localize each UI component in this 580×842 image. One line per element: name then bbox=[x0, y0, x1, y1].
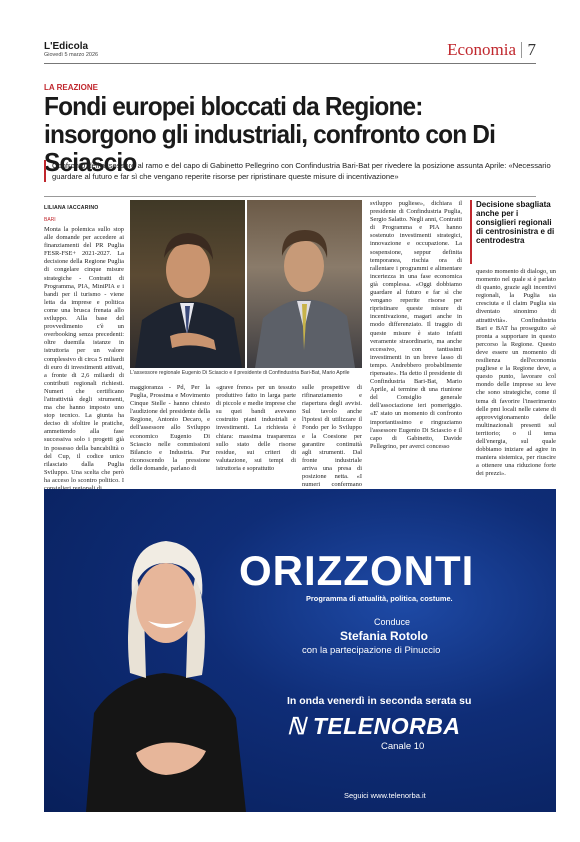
orizzonti-tagline: Programma di attualità, politica, costume. bbox=[306, 594, 453, 603]
channel-number: Canale 10 bbox=[381, 741, 425, 752]
article-column-5: sviluppo pugliese», dichiara il presidente di Confindustria Puglia, Sergio Salatto. Negli anni, Contratti di Programma e PIA hanno sostenuto investimenti strategici, innovazione e occupazione. La sospensione, seppur definita temporanea, rischia ora di rallentare i programmi e alimentare incertezza in una fase economica già complessa. «Oggi dobbiamo guardare al futuro e far sì che vengano reperite risorse per ripristinare queste misure di incentivazione, magari anche in modo differenziato. Il traggio di queste misure è stato infatti veramente straordinario, ma anche eccessivo, con tantissimi investimenti in un breve lasso di tempo. Andrebbero probabilmente ripensate». Ha detto il presidente di Confindustria Bari-Bat, Mario Aprile, al termine di una riunione del Consiglio generale dell'associazione ieri pomeriggio. «E' stato un momento di confronto importantissimo e ringraziamo l'assessore Eugenio Di Sciascio e il capo di Gabinetto, Davide Pellegrino, per averci concesso bbox=[370, 200, 462, 450]
photo-caption: L'assessore regionale Eugenio Di Sciascio e il presidente di Confindustria Bari-Bat, Mario Aprile bbox=[130, 370, 350, 376]
sidebar-box bbox=[470, 200, 556, 264]
telenorba-wordmark: TELENORBA bbox=[312, 713, 461, 739]
telenorba-logo bbox=[287, 713, 460, 740]
photo-di-sciascio bbox=[130, 200, 245, 368]
article-column-4: sulle prospettive di rifinanziamento e riapertura degli avvisi. Sul tavolo anche l'ipotesi di utilizzare il Fondo per lo Sviluppo e la Coesione per garantire continuità agli strumenti. Dal fronte industriale arriva una presa di posizione netta. «I numeri confermano bbox=[302, 384, 362, 489]
presenter-photo-icon bbox=[76, 503, 254, 812]
newspaper-brand: L'Edicola bbox=[44, 41, 89, 52]
header-rule bbox=[44, 196, 536, 197]
issue-date: Giovedì 5 marzo 2026 bbox=[44, 52, 99, 58]
conduce-label: Conduce bbox=[374, 617, 411, 627]
byline: LILIANA IACCARINO bbox=[44, 205, 99, 211]
article-column-2: maggioranza - Pd, Per la Puglia, Prossima e Movimento Cinque Stelle - hanno chiesto l'audizione del presidente della Regione, Antonio Decaro, e dell'assessore allo Sviluppo economico Eugenio Di Sciascio nelle commissioni Bilancio e Industria. Pur riconoscendo la pressione delle domande, parlano di bbox=[130, 384, 210, 472]
masthead bbox=[44, 38, 536, 64]
advertisement-orizzonti[interactable] bbox=[44, 489, 556, 812]
sidebar-title: Decisione sbagliata anche per i consiglieri regionali di centrosinistra e di centrodestra bbox=[476, 200, 555, 245]
article-column-3: «grave freno» per un tessuto produttivo fatto in larga parte di piccole e medie imprese che su quei bandi avevano costruito piani industriali e investimenti. La richiesta è chiara: massima trasparenza sullo stato delle risorse residue, sui criteri di valutazione, sui tempi di istruttoria e soprattutto bbox=[216, 384, 296, 472]
section-name: Economia bbox=[447, 40, 516, 59]
page-number: 7 bbox=[527, 40, 536, 59]
portrait-man-2-icon bbox=[247, 200, 362, 368]
article-column-6: questo momento di dialogo, un momento nel quale si è parlato di quanto, grazie agli incentivi regionali, la Puglia sia cresciuta e il claim Puglia sia diventato sinonimo di attrattività». Confindustria Bari e BAT ha proseguito «è pronta a supportare in questo percorso la Regione. Questo deve essere un momento di resilienza dell'economia pugliese e la Regione deve, a questo punto, lavorare col mondo delle imprese su leve che sono strategiche, come il tema di favorire l'inserimento delle pmi locali nelle catene di approvvigionamento delle multinazionali presenti sul territorio; o il tema dell'energia, sul quale dobbiamo iniziare ad agire in maniera sistemica, per riuscire a ottenere una riduzione forte dei prezzi». bbox=[476, 268, 556, 478]
section-divider bbox=[521, 42, 522, 58]
orizzonti-logo: ORIZZONTI bbox=[239, 547, 475, 594]
article-subhead: Confronto dell'assessore al ramo e del capo di Gabinetto Pellegrino con Confindustria Bari-Bat per rivedere la posizione assunta Aprile: «Necessario guardare al futuro e far sì che vengano reperite risorse per ripristinare queste misure di incentivazione» bbox=[44, 160, 554, 182]
article-kicker: LA REAZIONE bbox=[44, 83, 98, 92]
host-name: Stefania Rotolo bbox=[340, 629, 429, 643]
article-headline: Fondi europei bloccati da Regione: insorgono gli industriali, confronto con Di Sciascio bbox=[44, 91, 496, 177]
article-photos bbox=[130, 200, 362, 368]
on-air-text: In onda venerdì in seconda serata su bbox=[287, 695, 472, 707]
follow-us-link[interactable]: Seguici www.telenorba.it bbox=[344, 791, 426, 800]
partecipation-text: con la partecipazione di Pinuccio bbox=[302, 645, 441, 656]
portrait-man-1-icon bbox=[130, 200, 245, 368]
article-column-1: Monta la polemica sullo stop alle domande per accedere ai finanziamenti del PR Puglia FESR-FSE+ 2021-2027. La decisione della Regione Puglia di congelare cinque misure strategiche - Contratti di Programma, PIA, MiniPIA e i bandi per il turismo - viene letta da imprese e politica come una brusca frenata allo sviluppo. Alla base del provvedimento c'è un overbooking senza precedenti: oltre duemila istanze in istruttoria per un valore complessivo di circa 5 miliardi di euro di investimenti attivati, a fronte di 2,6 miliardi di contributi regionali richiesti. Numeri che certificano l'attrattività degli strumenti, ma che hanno imposto uno stop tecnico. La giunta ha deciso di sfoltire le pratiche, ammettendo alla fase successiva solo i progetti già in possesso della bancabilità o del Cup, il codice unico rilasciato dalla Puglia Sviluppo. Una scelta che però ha acceso lo scontro politico. I bbox=[44, 226, 124, 484]
telenorba-symbol-icon: ℕ bbox=[287, 713, 313, 739]
photo-aprile bbox=[247, 200, 362, 368]
dateline-place: BARI bbox=[44, 217, 56, 223]
